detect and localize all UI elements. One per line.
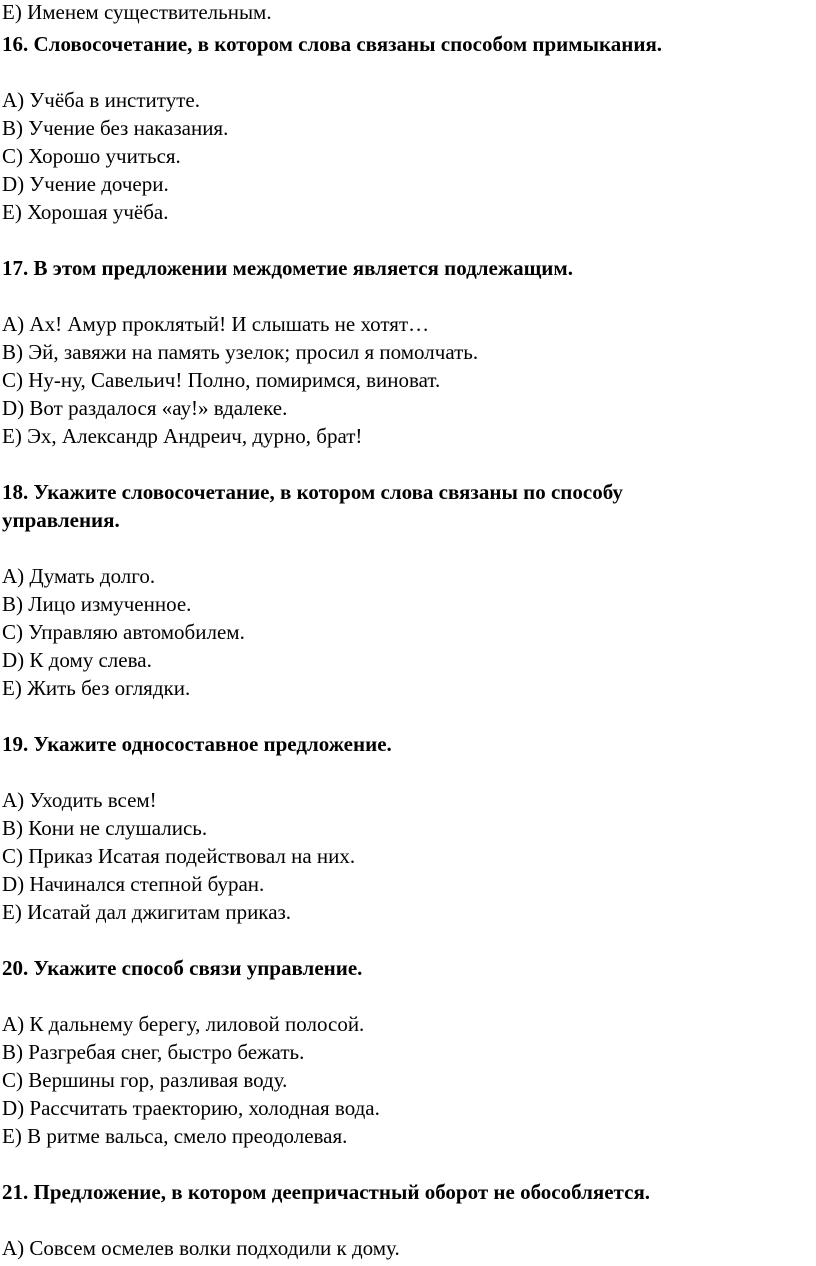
- question-20-option-e: E) В ритме вальса, смело преодолевая.: [2, 1124, 348, 1148]
- question-16-option-a: A) Учёба в институте.: [2, 88, 200, 112]
- question-18-title-line-1: 18. Укажите словосочетание, в котором слова связаны по способу: [2, 480, 623, 504]
- question-19-option-e: E) Исатай дал джигитам приказ.: [2, 900, 292, 924]
- question-19-option-a: A) Уходить всем!: [2, 788, 157, 812]
- question-17-option-c: C) Ну-ну, Савельич! Полно, помиримся, виноват.: [2, 368, 441, 392]
- question-19-option-d: D) Начинался степной буран.: [2, 872, 265, 896]
- question-16-option-c: C) Хорошо учиться.: [2, 144, 181, 168]
- question-21-title: 21. Предложение, в котором деепричастный оборот не обособляется.: [2, 1180, 651, 1204]
- question-17-option-b: B) Эй, завяжи на память узелок; просил я помолчать.: [2, 340, 479, 364]
- question-20-option-b: B) Разгребая снег, быстро бежать.: [2, 1040, 305, 1064]
- question-18-title-line-2: управления.: [2, 508, 120, 532]
- question-20-option-c: C) Вершины гор, разливая воду.: [2, 1068, 288, 1092]
- question-20-option-d: D) Рассчитать траекторию, холодная вода.: [2, 1096, 380, 1120]
- question-16-option-b: B) Учение без наказания.: [2, 116, 229, 140]
- question-20-title: 20. Укажите способ связи управление.: [2, 956, 363, 980]
- question-18-option-c: C) Управляю автомобилем.: [2, 620, 245, 644]
- question-18-option-d: D) К дому слева.: [2, 648, 152, 672]
- question-17-option-a: A) Ах! Амур проклятый! И слышать не хотят…: [2, 312, 430, 336]
- question-16-option-e: E) Хорошая учёба.: [2, 200, 169, 224]
- question-16-title: 16. Словосочетание, в котором слова связаны способом примыкания.: [2, 32, 663, 56]
- question-16-option-d: D) Учение дочери.: [2, 172, 169, 196]
- question-19-option-c: C) Приказ Исатая подействовал на них.: [2, 844, 356, 868]
- question-20-option-a: A) К дальнему берегу, лиловой полосой.: [2, 1012, 365, 1036]
- question-17-option-d: D) Вот раздалося «ау!» вдалеке.: [2, 396, 288, 420]
- question-21-option-a: A) Совсем осмелев волки подходили к дому.: [2, 1236, 400, 1260]
- question-18-option-e: E) Жить без оглядки.: [2, 676, 191, 700]
- question-19-option-b: B) Кони не слушались.: [2, 816, 208, 840]
- question-17-title: 17. В этом предложении междометие является подлежащим.: [2, 256, 573, 280]
- question-19-title: 19. Укажите односоставное предложение.: [2, 732, 392, 756]
- prev-question-option-e: E) Именем существительным.: [2, 0, 272, 24]
- question-17-option-e: E) Эх, Александр Андреич, дурно, брат!: [2, 424, 363, 448]
- question-18-option-a: A) Думать долго.: [2, 564, 156, 588]
- question-18-option-b: B) Лицо измученное.: [2, 592, 192, 616]
